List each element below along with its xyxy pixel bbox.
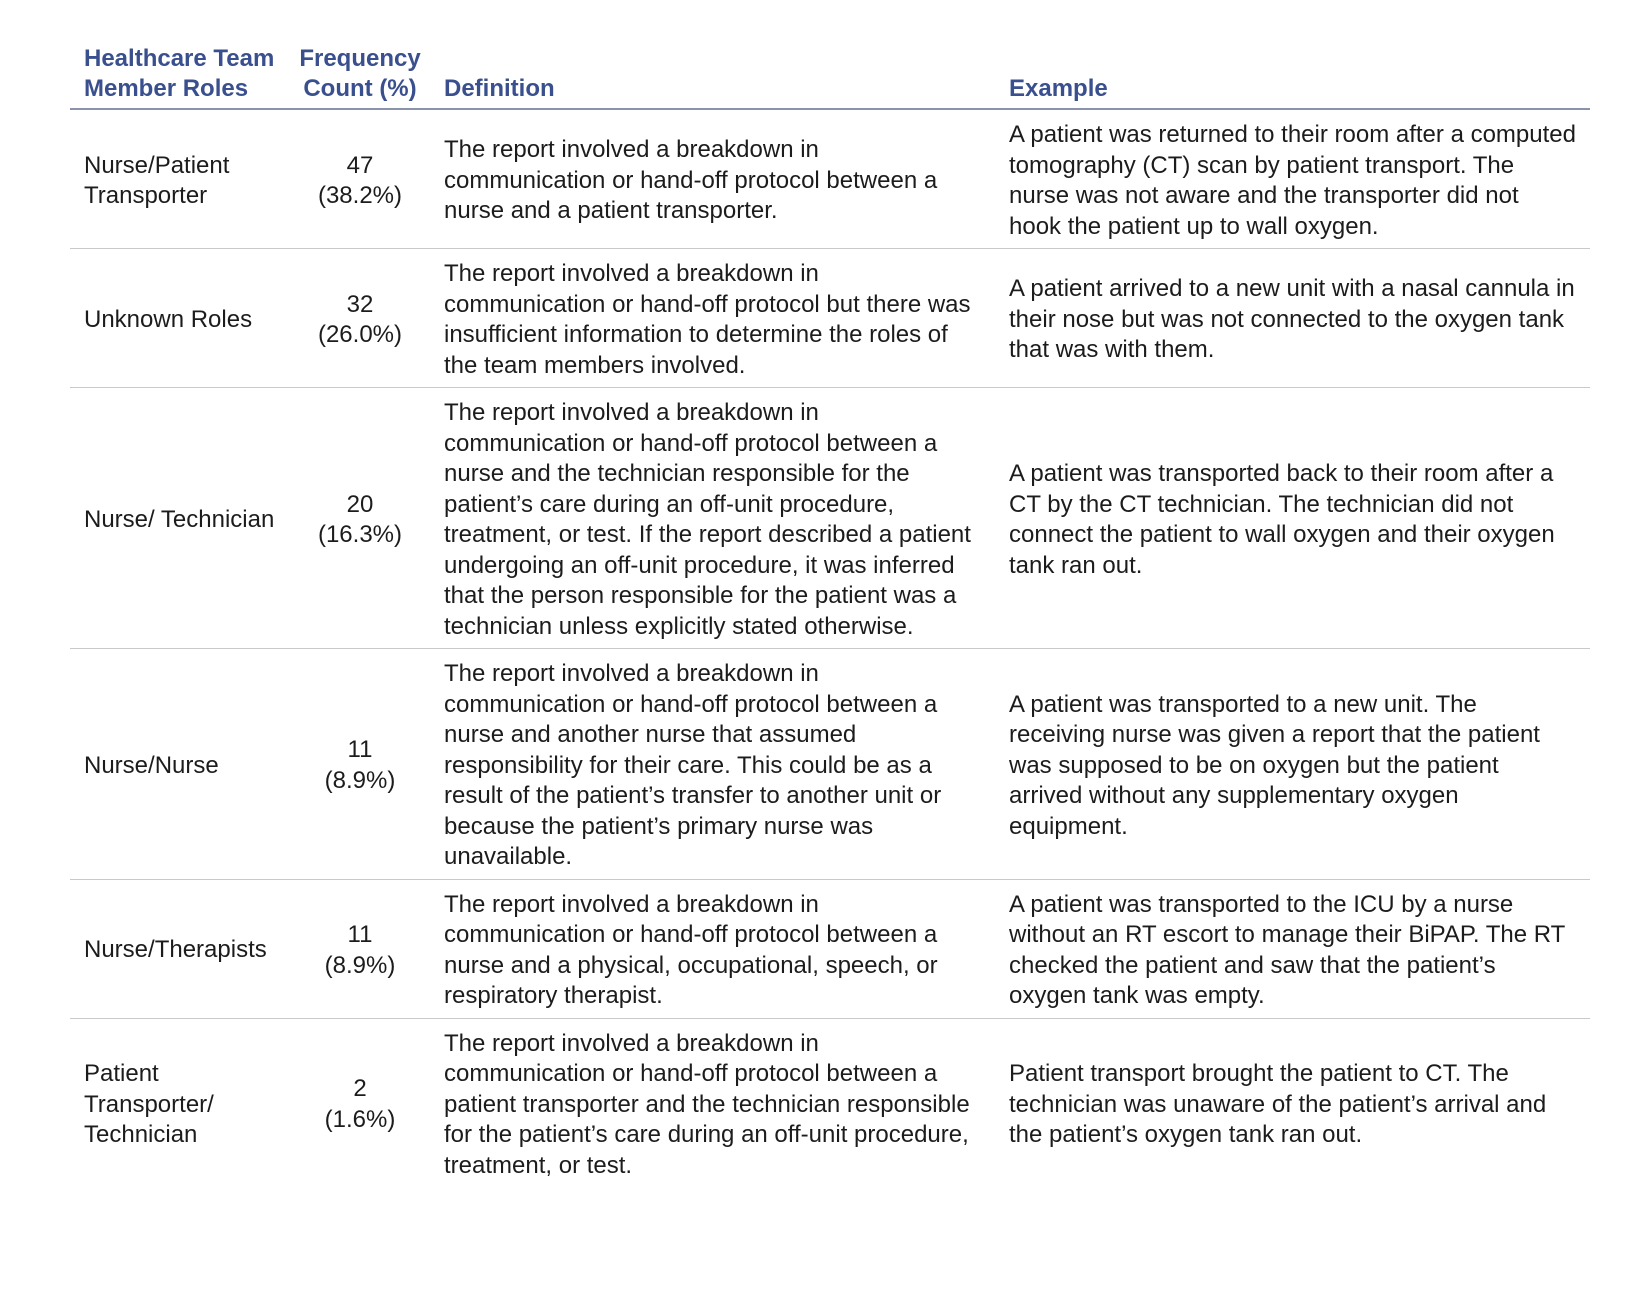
table-row <box>70 109 1590 249</box>
count-value: 20 <box>346 490 374 518</box>
example-cell: A patient was returned to their room after a computed tomography (CT) scan by patient transport. The nurse was not aware and the transporter did not hook the patient up to wall oxygen. <box>995 109 1590 249</box>
definition-cell: The report involved a breakdown in communication or hand-off protocol but there was insufficient information to determine the roles of the team members involved. <box>430 249 995 388</box>
header-roles-line2: Member Roles <box>84 75 249 102</box>
table-header <box>70 44 1590 109</box>
role-cell: Nurse/Nurse <box>70 649 290 880</box>
header-roles-line1: Healthcare Team <box>84 45 275 72</box>
frequency-cell <box>290 249 430 388</box>
percent-value: (8.9%) <box>324 951 396 979</box>
role-cell: Patient Transporter/ Technician <box>84 1060 214 1148</box>
header-row <box>70 44 1590 109</box>
example-cell: A patient was transported to the ICU by a nurse without an RT escort to manage their BiPAP. The RT checked the patient and saw that the patient’s oxygen tank was empty. <box>995 879 1590 1018</box>
count-value: 2 <box>353 1075 367 1103</box>
definition-cell: The report involved a breakdown in communication or hand-off protocol between a nurse and the technician responsible for the patient’s care during an off-unit procedure, treatment, or test. If the report described a patient undergoing an off-unit procedure, it was inferred that the person responsible for the patient was a technician unless explicitly stated otherwise. <box>430 388 995 649</box>
count-value: 47 <box>346 151 374 179</box>
definition-cell: The report involved a breakdown in communication or hand-off protocol between a nurse and a patient transporter. <box>430 109 995 249</box>
table-row <box>70 388 1590 649</box>
frequency-cell <box>290 109 430 249</box>
table-row <box>70 649 1590 880</box>
count-value: 11 <box>347 736 373 764</box>
header-example: Example <box>995 44 1590 109</box>
table-row <box>70 879 1590 1018</box>
roles-table-container <box>70 44 1590 1187</box>
percent-value: (8.9%) <box>324 766 396 794</box>
percent-value: (16.3%) <box>317 521 403 548</box>
header-frequency-line1: Frequency <box>299 45 421 72</box>
percent-value: (38.2%) <box>317 182 403 209</box>
table-row <box>70 249 1590 388</box>
example-cell: Patient transport brought the patient to CT. The technician was unaware of the patient’s arrival and the patient’s oxygen tank ran out. <box>1009 1060 1547 1148</box>
header-frequency <box>290 44 430 109</box>
frequency-cell <box>290 649 430 880</box>
example-cell: A patient was transported to a new unit. The receiving nurse was given a report that the patient was supposed to be on oxygen but the patient arrived without any supplementary oxygen equipment. <box>995 649 1590 880</box>
frequency-cell <box>290 1018 430 1187</box>
header-frequency-line2: Count (%) <box>303 75 417 102</box>
definition-cell: The report involved a breakdown in communication or hand-off protocol between a nurse and another nurse that assumed responsibility for their care. This could be as a result of the patient’s transfer to another unit or because the patient’s primary nurse was unavailable. <box>430 649 995 880</box>
role-cell: Nurse/Therapists <box>70 879 290 1018</box>
table-body <box>70 109 1590 1187</box>
example-cell: A patient was transported back to their room after a CT by the CT technician. The technician did not connect the patient to wall oxygen and their oxygen tank ran out. <box>995 388 1590 649</box>
count-value: 32 <box>346 290 374 318</box>
example-cell: A patient arrived to a new unit with a nasal cannula in their nose but was not connected to the oxygen tank that was with them. <box>995 249 1590 388</box>
definition-cell: The report involved a breakdown in communication or hand-off protocol between a nurse and a physical, occupational, speech, or respiratory therapist. <box>430 879 995 1018</box>
role-cell: Unknown Roles <box>70 249 290 388</box>
header-definition: Definition <box>430 44 995 109</box>
roles-table <box>70 44 1590 1187</box>
percent-value: (1.6%) <box>324 1105 396 1133</box>
role-cell: Nurse/ Technician <box>70 388 290 649</box>
header-roles <box>70 44 290 109</box>
definition-cell: The report involved a breakdown in communication or hand-off protocol between a patient transporter and the technician responsible for the patient’s care during an off-unit procedure, treatment, or test. <box>444 1029 970 1179</box>
frequency-cell <box>290 879 430 1018</box>
role-cell: Nurse/Patient Transporter <box>70 109 290 249</box>
percent-value: (26.0%) <box>317 321 403 348</box>
count-value: 11 <box>347 921 373 948</box>
table-row <box>70 1018 1590 1187</box>
frequency-cell <box>290 388 430 649</box>
